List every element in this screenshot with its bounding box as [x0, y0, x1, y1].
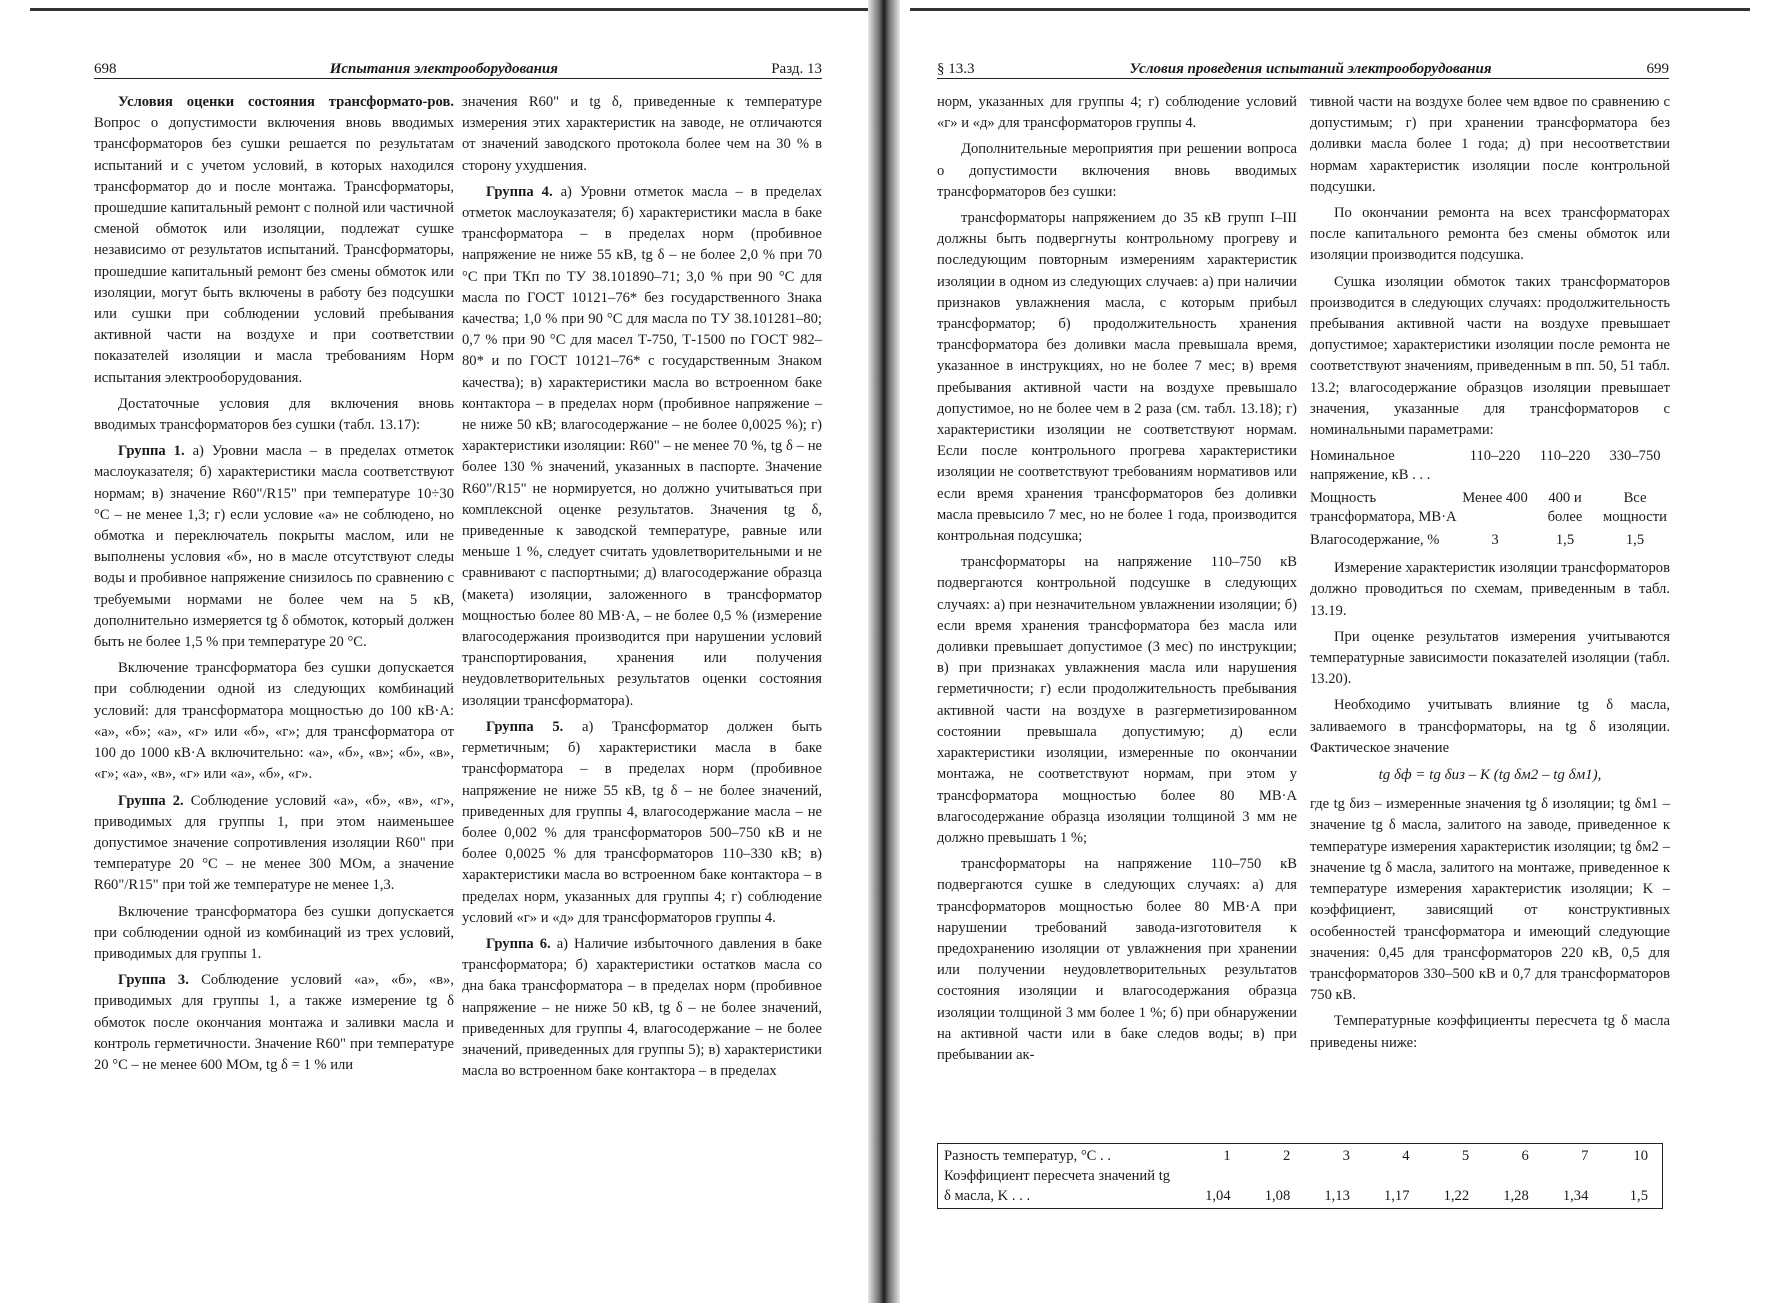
top-rule [30, 8, 868, 11]
running-title: Испытания электрооборудования [329, 61, 558, 77]
paragraph: Дополнительные мероприятия при решении вопроса о допустимости включения вновь вводимых трансформаторов без сушки: [937, 141, 1297, 200]
paragraph: Включение трансформатора без сушки допускается при соблюдении одной из комбинаций из трех условий, приводимых для группы 1. [94, 903, 454, 962]
paragraph: Группа 1. а) Уровни масла – в пределах отметок маслоуказателя; б) характеристики масла соответствуют нормам; в) значение R60"/R15" при температуре 10÷30 °С – не менее 1,3; г) если условие «а» не соблюдено, но обмотка и переключатель покрыты маслом, или не выполнены условия «б», но в масле отсутствуют следы воды и пробивное напряжение снизилось по сравнению с требуемыми нормами не более чем на 5 кВ, дополнительно измеряется tg δ обмоток, который должен быть не более 1,5 % при температуре 20 °С. [94, 443, 454, 651]
paragraph: Достаточные условия для включения вновь вводимых трансформаторов без сушки (табл. 13.17): [94, 395, 454, 434]
paragraph: значения R60" и tg δ, приведенные к температуре измерения этих характеристик на заводе, не отличаются от значений заводского протокола более чем на 30 % в сторону ухудшения. [462, 94, 822, 174]
paragraph: Группа 3. Соблюдение условий «а», «б», «в», приводимых для группы 1, а также измерение tg δ обмоток после окончания монтажа и заливки масла и контроль герметичности. Значение R60" при температуре 20 °С – не менее 600 МОм, tg δ = 1 % или [94, 972, 454, 1073]
paragraph: По окончании ремонта на всех трансформаторах после капитального ремонта без смены обмоток или изоляции производится подсушка. [1310, 205, 1670, 264]
paragraph: Условия оценки состояния трансформато-ров. Вопрос о допустимости включения вновь вводимых трансформаторов без сушки решается по результатам испытаний и с учетом условий, в которых находился трансформатор до и после монтажа. Трансформаторы, прошедшие капитальный ремонт с полной или частичной сменой обмоток или изоляции, подлежат сушке независимо от результатов испытаний. Трансформаторы, прошедшие капитальный ремонт без смены обмоток или изоляции, могут быть включены в работу без подсушки или сушки при соблюдении условий пребывания активной части на воздухе и при соответствии показателей изоляции и масла требованиям Норм испытания электрооборудования. [94, 94, 454, 386]
table-row: Влагосодержание, % 3 1,5 1,5 [1310, 532, 1645, 549]
section-label: § 13.3 [937, 61, 975, 77]
parameters-table [1310, 447, 1670, 550]
paragraph: трансформаторы напряжением до 35 кВ групп I–III должны быть подвергнуты контрольному прогреву и последующим повторным измерениям характеристик изоляции в одном из следующих случаев: а) при наличии признаков увлажнения масла, с которым прибыл трансформатор; б) продолжительность хранения трансформатора без доливки масла превышала время, указанное в инструкциях, но не более 7 мес; в) время пребывания активной части на воздухе превышало допустимое, но не более чем в 2 раза (см. табл. 13.18); г) характеристики изоляции не соответствуют нормам. Если после контрольного прогрева характеристики изоляции не соответствуют требованиям нормативов или если время хранения трансформаторов без доливки масла превысило 7 мес, но не более 1 года, производится контрольная подсушка; [937, 210, 1297, 545]
book-gutter [868, 0, 900, 1303]
running-title: Условия проведения испытаний электрооборудования [1129, 61, 1492, 77]
left-page-header [94, 52, 822, 79]
paragraph: Сушка изоляции обмоток таких трансформаторов производится в следующих случаях: продолжительность пребывания активной части на воздухе превышает допустимое; характеристики изоляции после ремонта не соответствуют значениям, приведенным в пп. 50, 51 табл. 13.2; влагосодержание образцов изоляции превышает значения, указанные для трансформаторов с номинальными параметрами: [1310, 273, 1670, 439]
table-row: Разность температур, °С . . 1 2 3 4 5 6 7 10 [944, 1148, 1648, 1164]
top-rule [910, 8, 1750, 11]
paragraph: норм, указанных для группы 4; г) соблюдение условий «г» и «д» для трансформаторов группы 4. [937, 94, 1297, 132]
paragraph: Группа 5. а) Трансформатор должен быть герметичным; б) характеристики масла в баке трансформатора – в пределах норм (пробивное напряжение не ниже 55 кВ, tg δ – не более значений, приведенных для группы 4, влагосодержание масла – не более 0,002 % для трансформаторов 500–750 кВ и не более 0,0025 % для трансформаторов 110–330 кВ; в) характеристики масла во встроенном баке контактора – в пределах норм, указанных для группы 4; г) соблюдение условий «г» и «д» для трансформаторов группы 4. [462, 718, 822, 926]
table-row: Номинальное напряжение, кВ . . . 110–220 110–220 330–750 [1310, 448, 1661, 484]
left-column-2 [462, 92, 822, 1087]
table-row: Коэффициент пересчета значений tg δ масла, K . . . 1,04 1,08 1,13 1,17 1,22 1,28 1,34 1,5 [944, 1168, 1648, 1204]
coefficient-table [937, 1143, 1663, 1209]
paragraph: Температурные коэффициенты пересчета tg δ масла приведены ниже: [1310, 1013, 1670, 1051]
paragraph: Группа 4. а) Уровни отметок масла – в пределах отметок маслоуказателя; б) характеристики масла в баке трансформатора – в пределах норм (пробивное напряжение не ниже 55 кВ, tg δ – не более 2,0 % при 70 °С при ТКп по ТУ 38.101890–71; 3,0 % при 90 °С для масла по ГОСТ 10121–76* без государственного Знака качества; 1,0 % при 90 °С для масла по ТУ 38.101281–80; 0,7 % при 90 °С для масел Т-750, Т-1500 по ГОСТ 982–80* и по ГОСТ 10121–76* с государственным Знаком качества); в) характеристики масла во встроенном баке контактора – в пределах норм (пробивное напряжение – не ниже 50 кВ; влагосодержание – не более 0,0025 %); г) характеристики изоляции: R60" – не менее 70 %, tg δ – не более 130 % значений, указанных в паспорте. Значение R60"/R15" не нормируется, но должно учитываться при комплексной оценке результатов. Значения tg δ, приведенные к заводской температуре, равные или меньше 1 %, следует считать удовлетворительными и не сравнивают с паспортными; д) влагосодержание образца (макета) изоляции, заложенного в трансформатор мощностью более 80 МВ·А, – не более 0,5 % (измерение влагосодержания производится при нарушении условий транспортирования, хранения или получения неудовлетворительных результатов оценки состояния изоляции трансформатора). [462, 183, 822, 709]
page-number: 699 [1646, 61, 1669, 77]
right-page [900, 0, 1767, 1303]
paragraph: Группа 6. а) Наличие избыточного давления в баке трансформатора; б) характеристики остатков масла со дна бака трансформатора – в пределах норм (пробивное напряжение – не ниже 50 кВ, tg δ – не более значений, приведенных для группы 4, влагосодержание – не более значений, приведенных для группы 5); в) характеристики масла во встроенном баке контактора – в пределах [462, 935, 822, 1080]
paragraph: трансформаторы на напряжение 110–750 кВ подвергаются сушке в следующих случаях: а) для трансформаторов мощностью более 80 МВ·А при нарушении требований завода-изготовителя к предохранению изоляции от увлажнения при хранении или получении неудовлетворительных результатов состояния изоляции и влагосодержания образца изоляции толщиной 3 мм более 1 %; б) при обнаружении на активной части или в баке следов воды; в) при пребывании ак- [937, 856, 1297, 1063]
right-page-header [937, 52, 1669, 79]
paragraph: При оценке результатов измерения учитываются температурные зависимости показателей изоляции (табл. 13.20). [1310, 628, 1670, 688]
paragraph: Группа 2. Соблюдение условий «а», «б», «в», «г», приводимых для группы 1, при этом наименьшее допустимое значение сопротивления изоляции R60" при температуре 20 °С – не менее 300 МОм, а значение R60"/R15" при той же температуре не менее 1,3. [94, 792, 455, 894]
paragraph: Включение трансформатора без сушки допускается при соблюдении одной из следующих комбинаций условий: для трансформатора мощностью до 100 кВ·А: «а», «б»; «а», «г» или «б», «г»; для трансформатора от 100 до 1000 кВ·А включительно: «а», «б», «в»; «б», «в», «г»; «а», «в», «г» или «а», «б», «г». [94, 660, 454, 783]
paragraph: тивной части на воздухе более чем вдвое по сравнению с допустимым; г) при хранении трансформатора без доливки масла более 1 года; д) при несоответствии нормам характеристик изоляции после контрольной подсушки. [1310, 94, 1670, 195]
page-number: 698 [94, 61, 117, 77]
table-row: Мощность трансформатора, МВ·А Менее 400 400 и более Все мощности [1310, 490, 1667, 526]
right-column-2 [1310, 92, 1670, 1059]
left-page [0, 0, 868, 1303]
paragraph: где tg δиз – измеренные значения tg δ изоляции; tg δм1 – значение tg δ масла, залитого на заводе, приведенное к температуре измерения характеристик изоляции; tg δм2 – значение tg δ масла, залитого на монтаже, приведенное к температуре измерения характеристик изоляции; K – коэффициент, зависящий от конструктивных особенностей трансформатора и имеющий следующие значения: 0,45 для трансформаторов 220 кВ, 0,5 для трансформаторов 330–500 кВ и 0,7 для трансформаторов 750 кВ. [1310, 796, 1670, 1004]
formula: tg δф = tg δиз – K (tg δм2 – tg δм1), [1378, 767, 1602, 784]
paragraph: Измерение характеристик изоляции трансформаторов должно проводиться по схемам, приведенным в табл. 13.19. [1310, 560, 1670, 619]
right-column-1 [937, 92, 1297, 1071]
left-column-1 [94, 92, 454, 1081]
section-label: Разд. 13 [771, 61, 822, 77]
paragraph: Необходимо учитывать влияние tg δ масла, заливаемого в трансформаторы, на tg δ изоляции. Фактическое значение [1310, 697, 1670, 756]
paragraph: трансформаторы на напряжение 110–750 кВ подвергаются контрольной подсушке в следующих случаях: а) при незначительном увлажнении изоляции; б) если время хранения трансформатора без масла или доливки превышает допустимое (3 мес) по инструкции; в) при признаках увлажнения масла или нарушения герметичности; г) если продолжительность пребывания активной части на воздухе в разгерметизированном состоянии превышала допустимую; д) если характеристики изоляции, измеренные по окончании монтажа, не соответствуют нормам, при этом у трансформатора мощностью более 80 МВ·А влагосодержание образца изоляции толщиной 3 мм не должно превышать 1 %; [937, 554, 1297, 846]
